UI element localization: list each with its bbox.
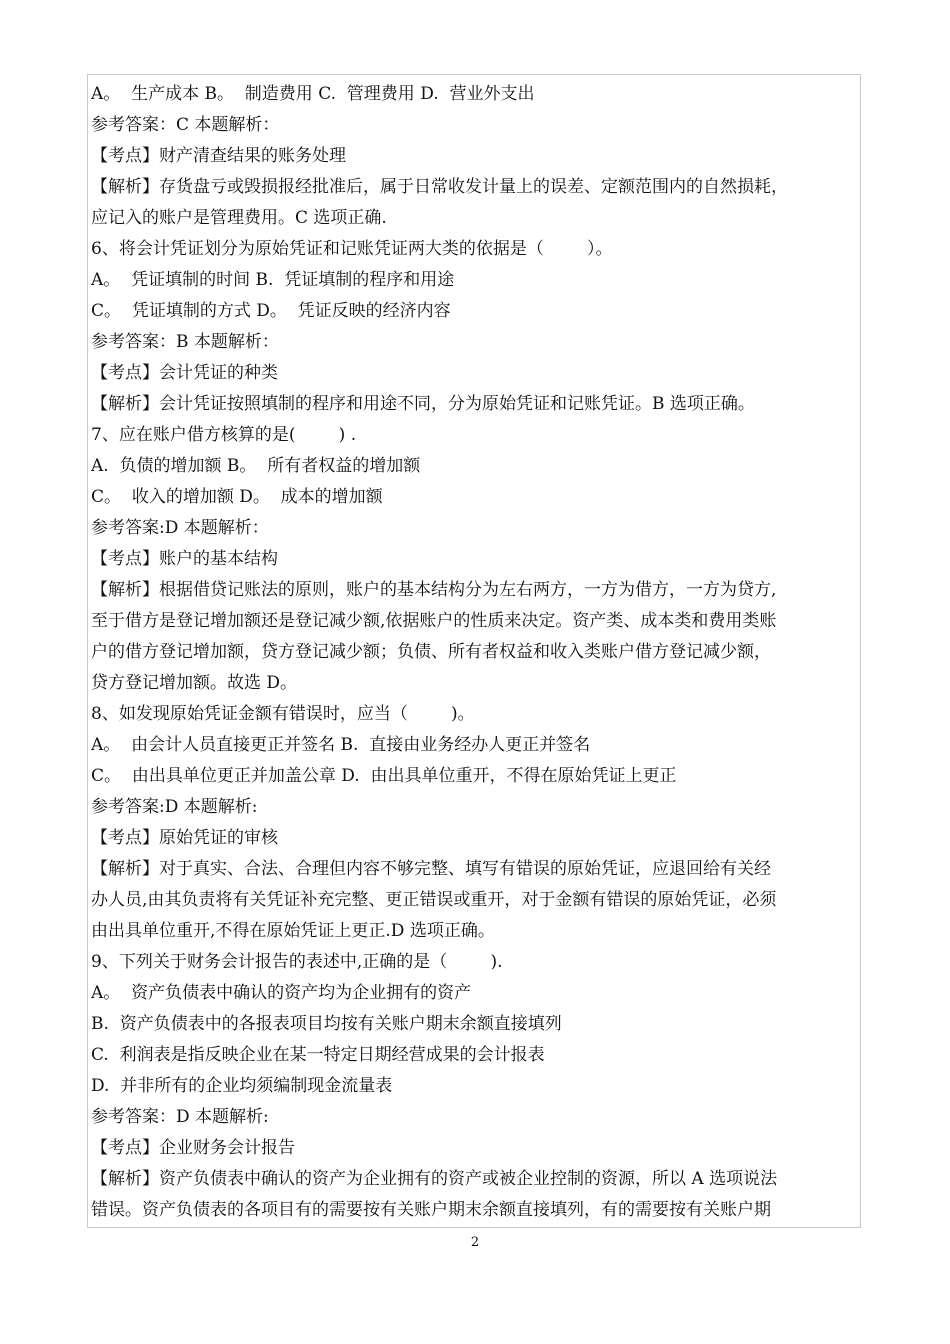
text-line: C. 利润表是指反映企业在某一特定日期经营成果的会计报表 [91,1045,545,1065]
text-line: C。 收入的增加额 D。 成本的增加额 [91,487,383,507]
text-line: 户的借方登记增加额，贷方登记减少额；负债、所有者权益和收入类账户借方登记减少额， [91,642,771,662]
text-line: 【考点】原始凭证的审核 [91,828,278,848]
text-line: 【解析】根据借贷记账法的原则，账户的基本结构分为左右两方，一方为借方，一方为贷方, [91,580,777,600]
text-line: 由出具单位重开,不得在原始凭证上更正.D 选项正确。 [91,921,495,941]
text-line: C。 由出具单位更正并加盖公章 D. 由出具单位重开，不得在原始凭证上更正 [91,766,677,786]
text-line: 参考答案：C 本题解析： [91,115,280,135]
text-line: A。 由会计人员直接更正并签名 B. 直接由业务经办人更正并签名 [91,735,591,755]
text-line: 【解析】会计凭证按照填制的程序和用途不同，分为原始凭证和记账凭证。B 选项正确。 [91,394,755,414]
text-line: A。 资产负债表中确认的资产均为企业拥有的资产 [91,983,472,1003]
text-line: 错误。资产负债表的各项目有的需要按有关账户期末余额直接填列，有的需要按有关账户期 [91,1200,771,1220]
text-line: C。 凭证填制的方式 D。 凭证反映的经济内容 [91,301,451,321]
text-line: 【考点】会计凭证的种类 [91,363,278,383]
text-line: 参考答案:D 本题解析： [91,518,269,538]
text-line: 【考点】财产清查结果的账务处理 [91,146,346,166]
document-body [91,79,861,1226]
question-6: 6、将会计凭证划分为原始凭证和记账凭证两大类的依据是（ ）。 [91,239,613,259]
page-number: 2 [470,1235,480,1250]
text-line: 参考答案：D 本题解析: [91,1107,269,1127]
text-line: 【解析】存货盘亏或毁损报经批准后，属于日常收发计量上的误差、定额范围内的自然损耗， [91,177,788,197]
question-7: 7、应在账户借方核算的是( ) . [91,425,357,445]
text-line: A. 负债的增加额 B。 所有者权益的增加额 [91,456,421,476]
text-line: 应记入的账户是管理费用。C 选项正确. [91,208,387,228]
question-9: 9、下列关于财务会计报告的表述中,正确的是（ ). [91,952,503,972]
text-line: 参考答案:D 本题解析: [91,797,258,817]
text-line: 至于借方是登记增加额还是登记减少额,依据账户的性质来决定。资产类、成本类和费用类账 [91,611,777,631]
text-line: 【考点】账户的基本结构 [91,549,278,569]
text-line: A。 凭证填制的时间 B. 凭证填制的程序和用途 [91,270,455,290]
text-line: 【解析】资产负债表中确认的资产为企业拥有的资产或被企业控制的资源，所以 A 选项说法 [91,1169,778,1189]
text-line: 【考点】企业财务会计报告 [91,1138,295,1158]
text-line: 【解析】对于真实、合法、合理但内容不够完整、填写有错误的原始凭证，应退回给有关经 [91,859,771,879]
text-line: A。 生产成本 B。 制造费用 C. 管理费用 D. 营业外支出 [91,84,535,104]
text-line: 办人员,由其负责将有关凭证补充完整、更正错误或重开，对于金额有错误的原始凭证，必须 [91,890,777,910]
text-line: 参考答案：B 本题解析： [91,332,279,352]
text-line: 贷方登记增加额。故选 D。 [91,673,298,693]
question-8: 8、如发现原始凭证金额有错误时，应当（ )。 [91,704,475,724]
text-line: D. 并非所有的企业均须编制现金流量表 [91,1076,393,1096]
text-line: B. 资产负债表中的各报表项目均按有关账户期末余额直接填列 [91,1014,562,1034]
